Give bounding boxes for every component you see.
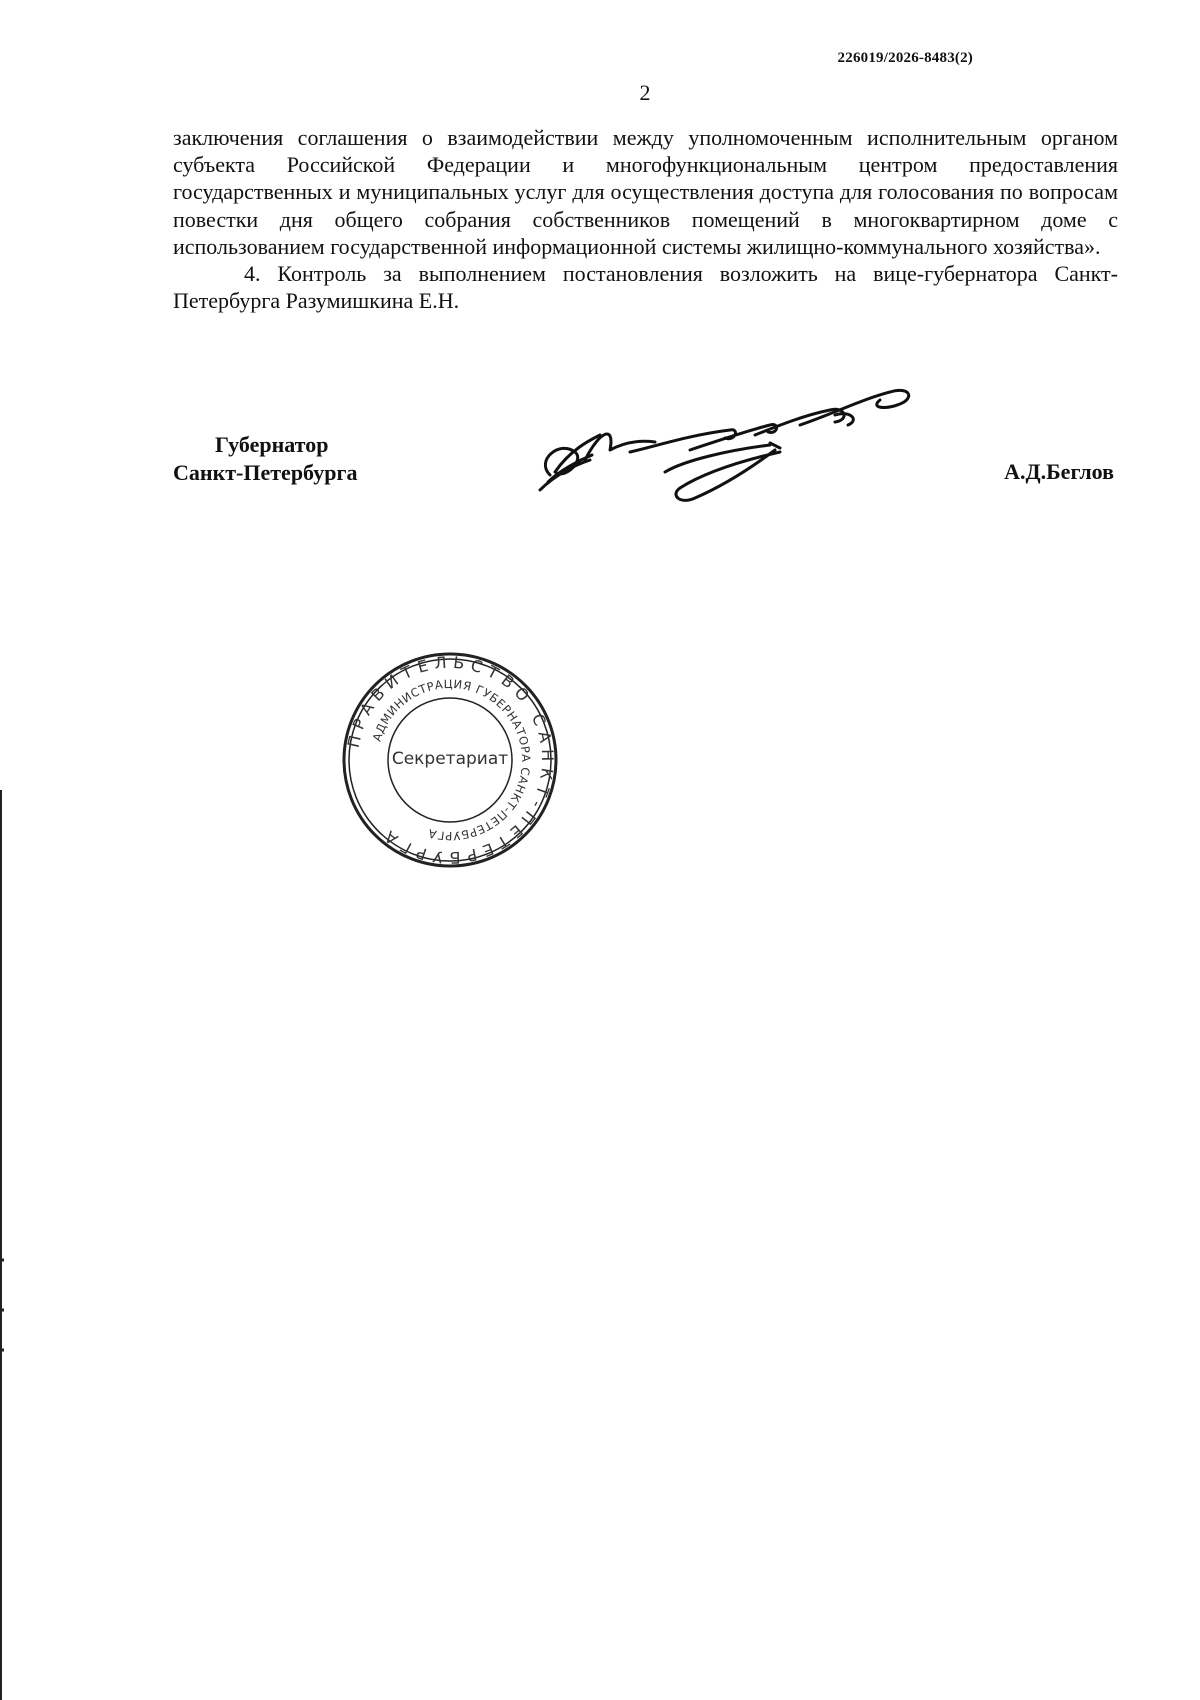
signatory-title-line1: Губернатор <box>215 432 329 457</box>
stamp-center-text: Секретариат <box>391 749 509 769</box>
handwritten-signature <box>530 380 960 530</box>
document-body <box>173 124 1118 314</box>
paragraph-continuation: заключения соглашения о взаимодействии между уполномоченным исполнительным органом субъекта Российской Федерации и многофункциональным центром предоставления государственных и муниципальных услуг для осуществления доступа для голосования по вопросам повестки дня общего собрания собственников помещений в многоквартирном доме с использованием государственной информационной системы жилищно-коммунального хозяйства». <box>173 125 1118 259</box>
scan-margin-edge <box>0 790 4 1700</box>
signatory-title <box>173 431 357 487</box>
official-stamp <box>340 650 560 870</box>
stamp-inner-text: АДМИНИСТРАЦИЯ ГУБЕРНАТОРА САНКТ-ПЕТЕРБУРГА <box>369 676 534 844</box>
paragraph-item-4: 4. Контроль за выполнением постановления возложить на вице-губернатора Санкт-Петербурга Разумишкина Е.Н. <box>173 261 1118 314</box>
signatory-name: А.Д.Беглов <box>1004 459 1114 484</box>
page-number: 2 <box>639 80 651 105</box>
stamp-outer-text: ПРАВИТЕЛЬСТВО САНКТ-ПЕТЕРБУРГА <box>343 652 558 868</box>
signatory-title-line2: Санкт-Петербурга <box>173 460 358 485</box>
registration-number: 226019/2026-8483(2) <box>837 50 973 66</box>
